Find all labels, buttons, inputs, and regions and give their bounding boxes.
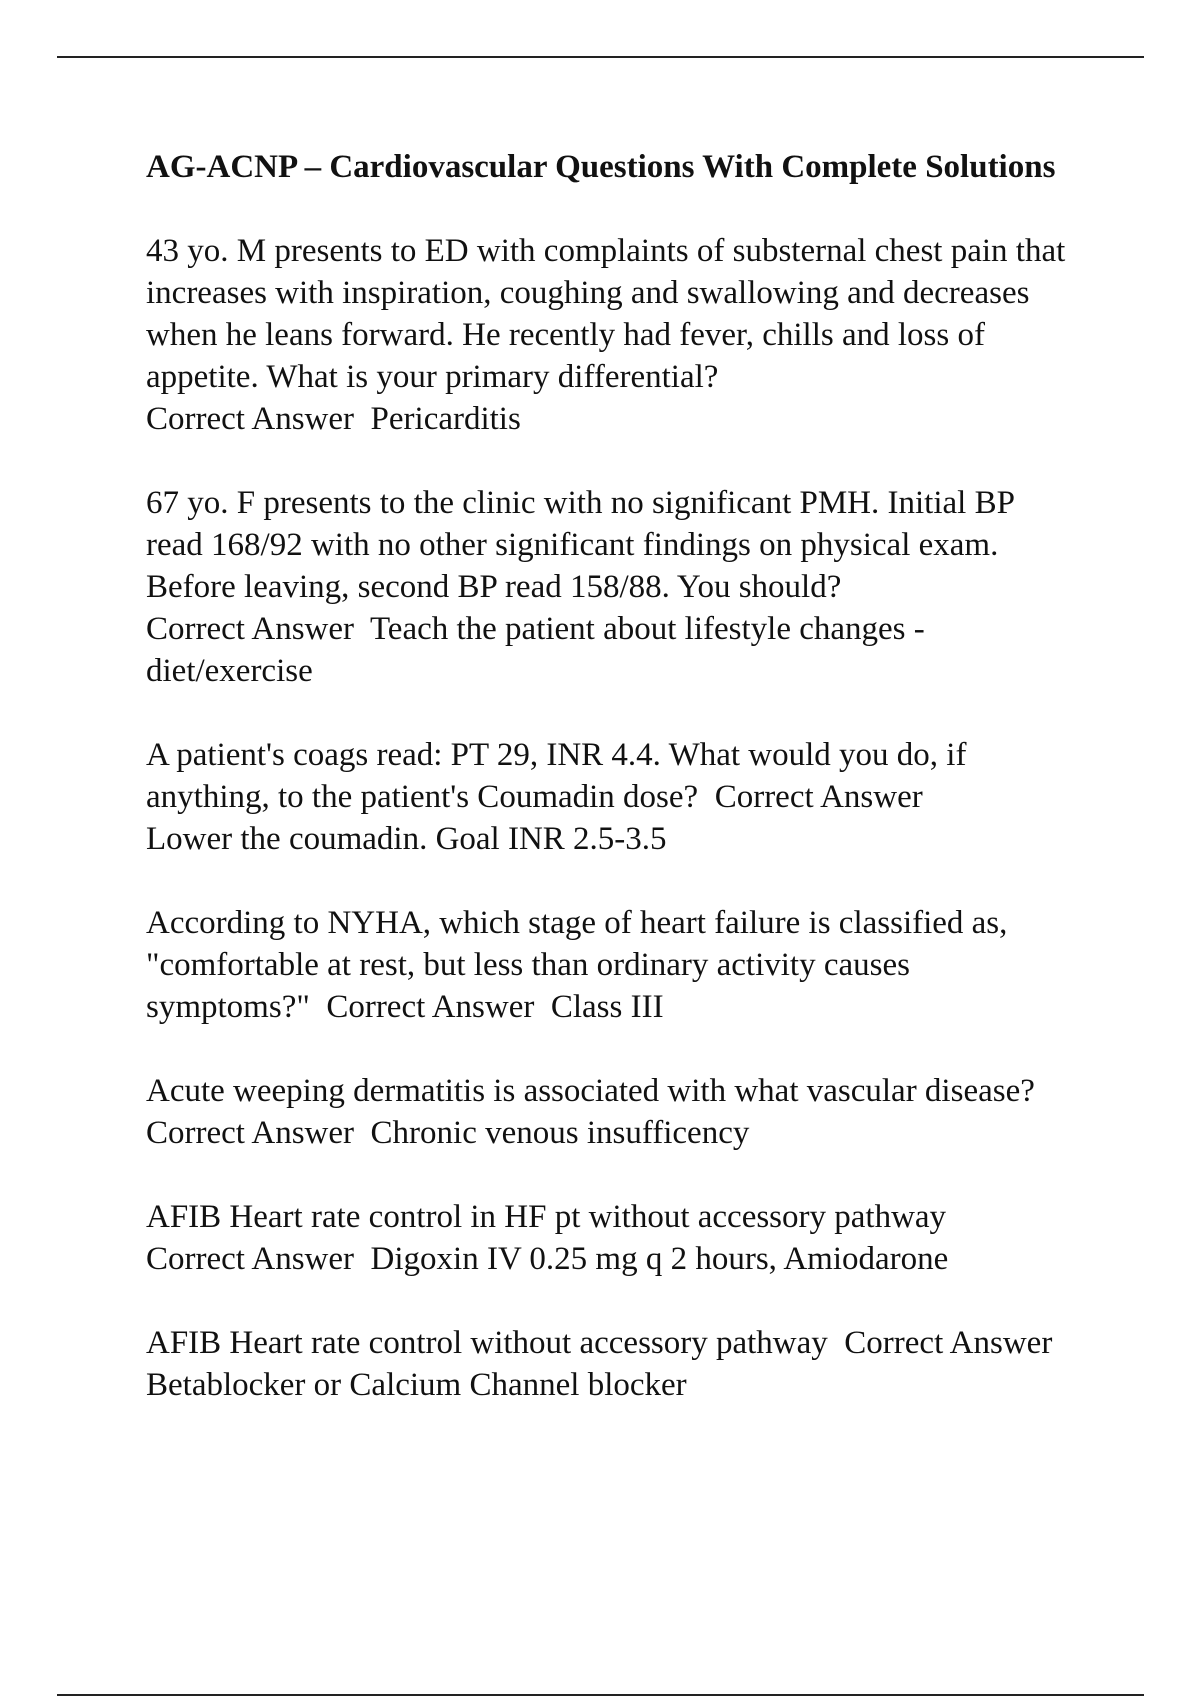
question-text: 67 yo. F presents to the clinic with no significant PMH. Initial BP read 168/92 with no other significant findings on physical exam. Before leaving, second BP read 158/88. You should? [146, 485, 1014, 605]
correct-answer-label: Correct Answer [146, 401, 355, 437]
document-title: AG-ACNP – Cardiovascular Questions With Complete Solutions [146, 149, 1056, 185]
correct-answer-label: Correct Answer [326, 989, 535, 1025]
question-text: Acute weeping dermatitis is associated with what vascular disease? [146, 1073, 1035, 1109]
correct-answer-label: Correct Answer [146, 611, 355, 647]
correct-answer-label: Correct Answer [844, 1325, 1053, 1361]
answer-text: Betablocker or Calcium Channel blocker [146, 1367, 687, 1403]
qa-item [146, 482, 1076, 692]
qa-item [146, 734, 1076, 860]
correct-answer-label: Correct Answer [714, 779, 923, 815]
correct-answer-label: Correct Answer [146, 1115, 355, 1151]
qa-item [146, 1322, 1076, 1406]
document-body [146, 146, 1076, 1448]
answer-text: Teach the patient about lifestyle changes - diet/exercise [146, 611, 925, 689]
answer-text: Chronic venous insufficency [370, 1115, 750, 1151]
answer-text: Class III [550, 989, 664, 1025]
answer-text: Digoxin IV 0.25 mg q 2 hours, Amiodarone [370, 1241, 949, 1277]
qa-item [146, 902, 1076, 1028]
question-text: According to NYHA, which stage of heart failure is classified as, "comfortable at rest, but less than ordinary activity causes symptoms?" [146, 905, 1008, 1025]
qa-item [146, 1070, 1076, 1154]
question-text: AFIB Heart rate control without accessory pathway [146, 1325, 828, 1361]
question-text: 43 yo. M presents to ED with complaints of substernal chest pain that increases with inspiration, coughing and swallowing and decreases when he leans forward. He recently had fever, chills and loss of appetite. What is your primary differential? [146, 233, 1066, 395]
top-rule [57, 56, 1144, 58]
qa-item [146, 1196, 1076, 1280]
qa-item [146, 230, 1076, 440]
question-text: A patient's coags read: PT 29, INR 4.4. What would you do, if anything, to the patient's Coumadin dose? [146, 737, 967, 815]
correct-answer-label: Correct Answer [146, 1241, 355, 1277]
question-text: AFIB Heart rate control in HF pt without accessory pathway [146, 1199, 947, 1235]
answer-text: Pericarditis [370, 401, 521, 437]
answer-text: Lower the coumadin. Goal INR 2.5-3.5 [146, 821, 667, 857]
bottom-rule [57, 1694, 1144, 1696]
